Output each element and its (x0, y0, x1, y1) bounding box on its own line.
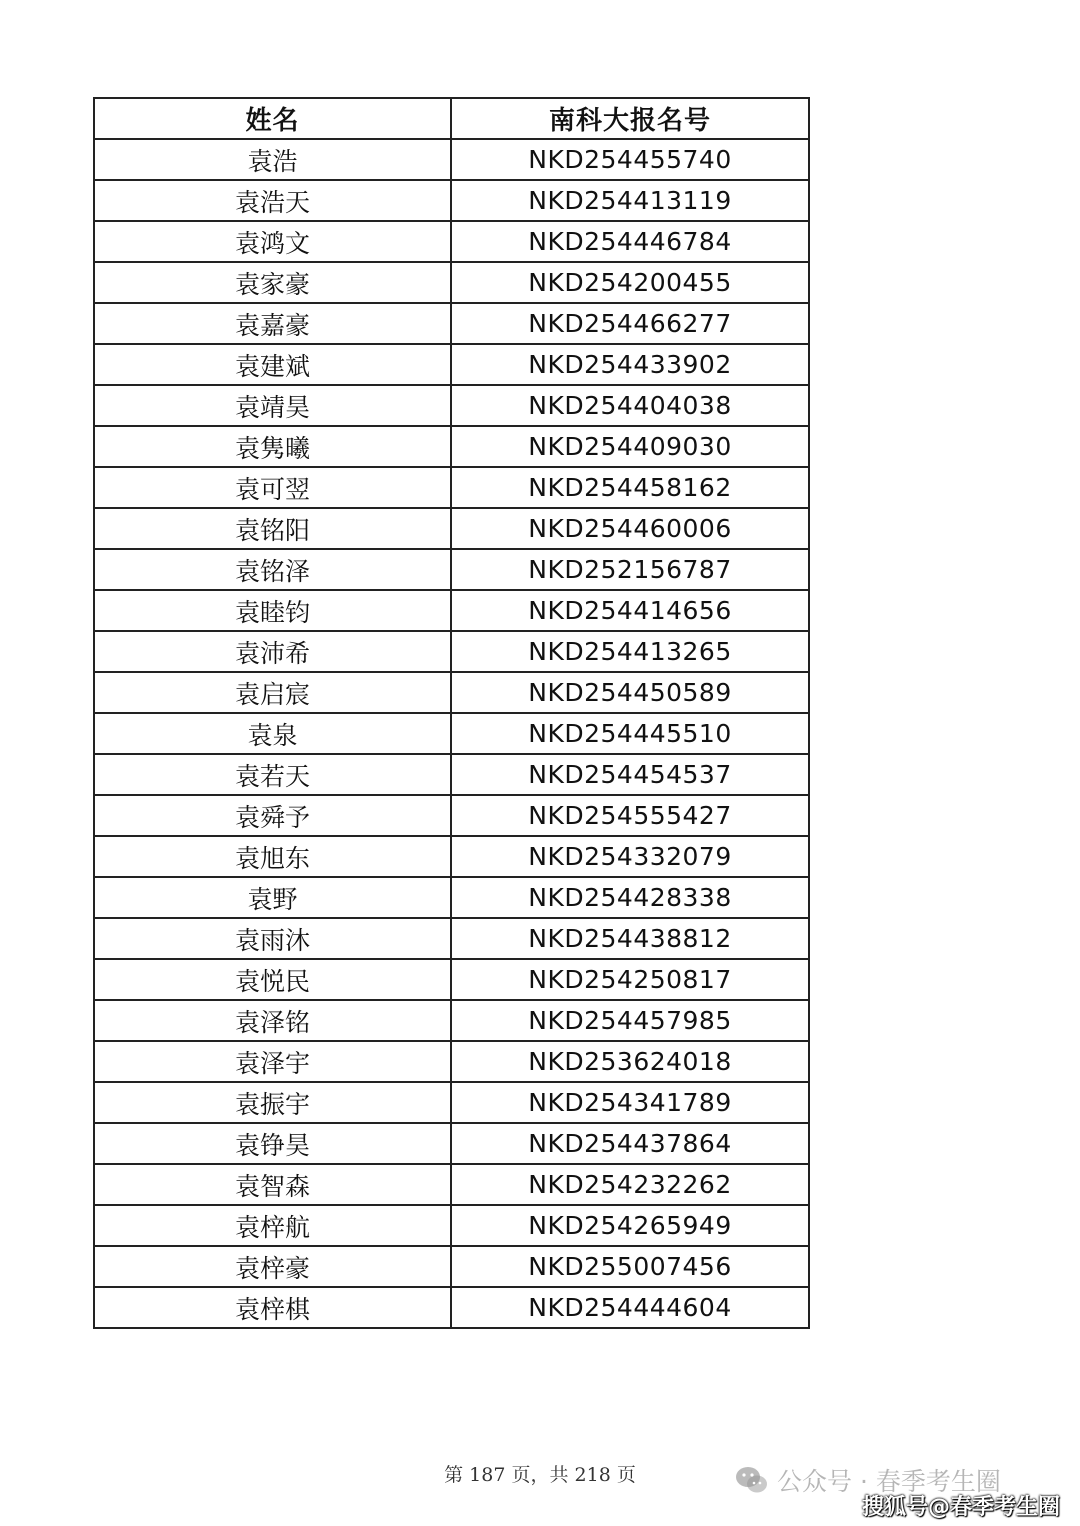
table-row (94, 385, 809, 426)
registration-number: NKD254414656 (451, 590, 809, 631)
registration-number: NKD254454537 (451, 754, 809, 795)
table-row (94, 713, 809, 754)
table-row (94, 1246, 809, 1287)
registration-number: NKD254460006 (451, 508, 809, 549)
table-row (94, 344, 809, 385)
registration-number: NKD254200455 (451, 262, 809, 303)
applicant-name: 袁泽铭 (94, 1000, 451, 1041)
applicant-name: 袁铭泽 (94, 549, 451, 590)
table-body (94, 139, 809, 1328)
table-row (94, 959, 809, 1000)
registration-number: NKD254265949 (451, 1205, 809, 1246)
applicant-name: 袁振宇 (94, 1082, 451, 1123)
table-row (94, 508, 809, 549)
applicant-name: 袁睦钧 (94, 590, 451, 631)
applicant-name: 袁泉 (94, 713, 451, 754)
applicant-name: 袁泽宇 (94, 1041, 451, 1082)
registration-number: NKD254341789 (451, 1082, 809, 1123)
registration-number: NKD254466277 (451, 303, 809, 344)
applicant-name: 袁嘉豪 (94, 303, 451, 344)
registration-number: NKD254437864 (451, 1123, 809, 1164)
table-row (94, 631, 809, 672)
table-row (94, 549, 809, 590)
table-row (94, 918, 809, 959)
registration-number: NKD254438812 (451, 918, 809, 959)
table-row (94, 1000, 809, 1041)
table-row (94, 180, 809, 221)
table-row (94, 877, 809, 918)
registration-number: NKD254446784 (451, 221, 809, 262)
applicant-name: 袁若天 (94, 754, 451, 795)
table-row (94, 1041, 809, 1082)
table-row (94, 1205, 809, 1246)
applicant-table (93, 97, 810, 1329)
applicant-name: 袁铮昊 (94, 1123, 451, 1164)
applicant-name: 袁梓航 (94, 1205, 451, 1246)
applicant-name: 袁家豪 (94, 262, 451, 303)
table-row (94, 303, 809, 344)
applicant-name: 袁野 (94, 877, 451, 918)
registration-number: NKD254555427 (451, 795, 809, 836)
applicant-name: 袁梓棋 (94, 1287, 451, 1328)
applicant-name: 袁隽曦 (94, 426, 451, 467)
applicant-name: 袁梓豪 (94, 1246, 451, 1287)
table-header-row (94, 98, 809, 139)
table-row (94, 1287, 809, 1328)
sohu-watermark: 搜狐号@春季考生圈 (862, 1495, 1061, 1520)
registration-number: NKD254232262 (451, 1164, 809, 1205)
registration-number: NKD254404038 (451, 385, 809, 426)
applicant-name: 袁雨沐 (94, 918, 451, 959)
table-row (94, 467, 809, 508)
registration-number: NKD254444604 (451, 1287, 809, 1328)
table-row (94, 262, 809, 303)
registration-number: NKD254458162 (451, 467, 809, 508)
applicant-name: 袁浩天 (94, 180, 451, 221)
registration-number: NKD254332079 (451, 836, 809, 877)
table-row (94, 836, 809, 877)
registration-number: NKD255007456 (451, 1246, 809, 1287)
table-row (94, 221, 809, 262)
table-row (94, 590, 809, 631)
registration-number: NKD254428338 (451, 877, 809, 918)
page-footer: 第 187 页，共 218 页 (444, 1464, 636, 1486)
registration-number: NKD254433902 (451, 344, 809, 385)
table-row (94, 426, 809, 467)
applicant-name: 袁建斌 (94, 344, 451, 385)
registration-number: NKD252156787 (451, 549, 809, 590)
column-header-name: 姓名 (94, 98, 451, 139)
registration-number: NKD254455740 (451, 139, 809, 180)
applicant-name: 袁沛希 (94, 631, 451, 672)
table-row (94, 754, 809, 795)
applicant-name: 袁铭阳 (94, 508, 451, 549)
applicant-name: 袁悦民 (94, 959, 451, 1000)
registration-number: NKD254413119 (451, 180, 809, 221)
applicant-name: 袁启宸 (94, 672, 451, 713)
wechat-icon (735, 1465, 769, 1495)
applicant-name: 袁浩 (94, 139, 451, 180)
table-row (94, 795, 809, 836)
registration-number: NKD254457985 (451, 1000, 809, 1041)
registration-number: NKD254250817 (451, 959, 809, 1000)
table-row (94, 1123, 809, 1164)
registration-number: NKD254413265 (451, 631, 809, 672)
table-row (94, 1164, 809, 1205)
applicant-name: 袁靖昊 (94, 385, 451, 426)
applicant-name: 袁可翌 (94, 467, 451, 508)
wechat-watermark-text: 公众号 · 春季考生圈 (777, 1467, 1001, 1496)
table-row (94, 672, 809, 713)
table-row (94, 1082, 809, 1123)
applicant-name: 袁舜予 (94, 795, 451, 836)
applicant-name: 袁鸿文 (94, 221, 451, 262)
registration-number: NKD254409030 (451, 426, 809, 467)
table-row (94, 139, 809, 180)
column-header-registration-number: 南科大报名号 (451, 98, 809, 139)
registration-number: NKD254445510 (451, 713, 809, 754)
registration-number: NKD253624018 (451, 1041, 809, 1082)
applicant-name: 袁智森 (94, 1164, 451, 1205)
applicant-name: 袁旭东 (94, 836, 451, 877)
registration-number: NKD254450589 (451, 672, 809, 713)
